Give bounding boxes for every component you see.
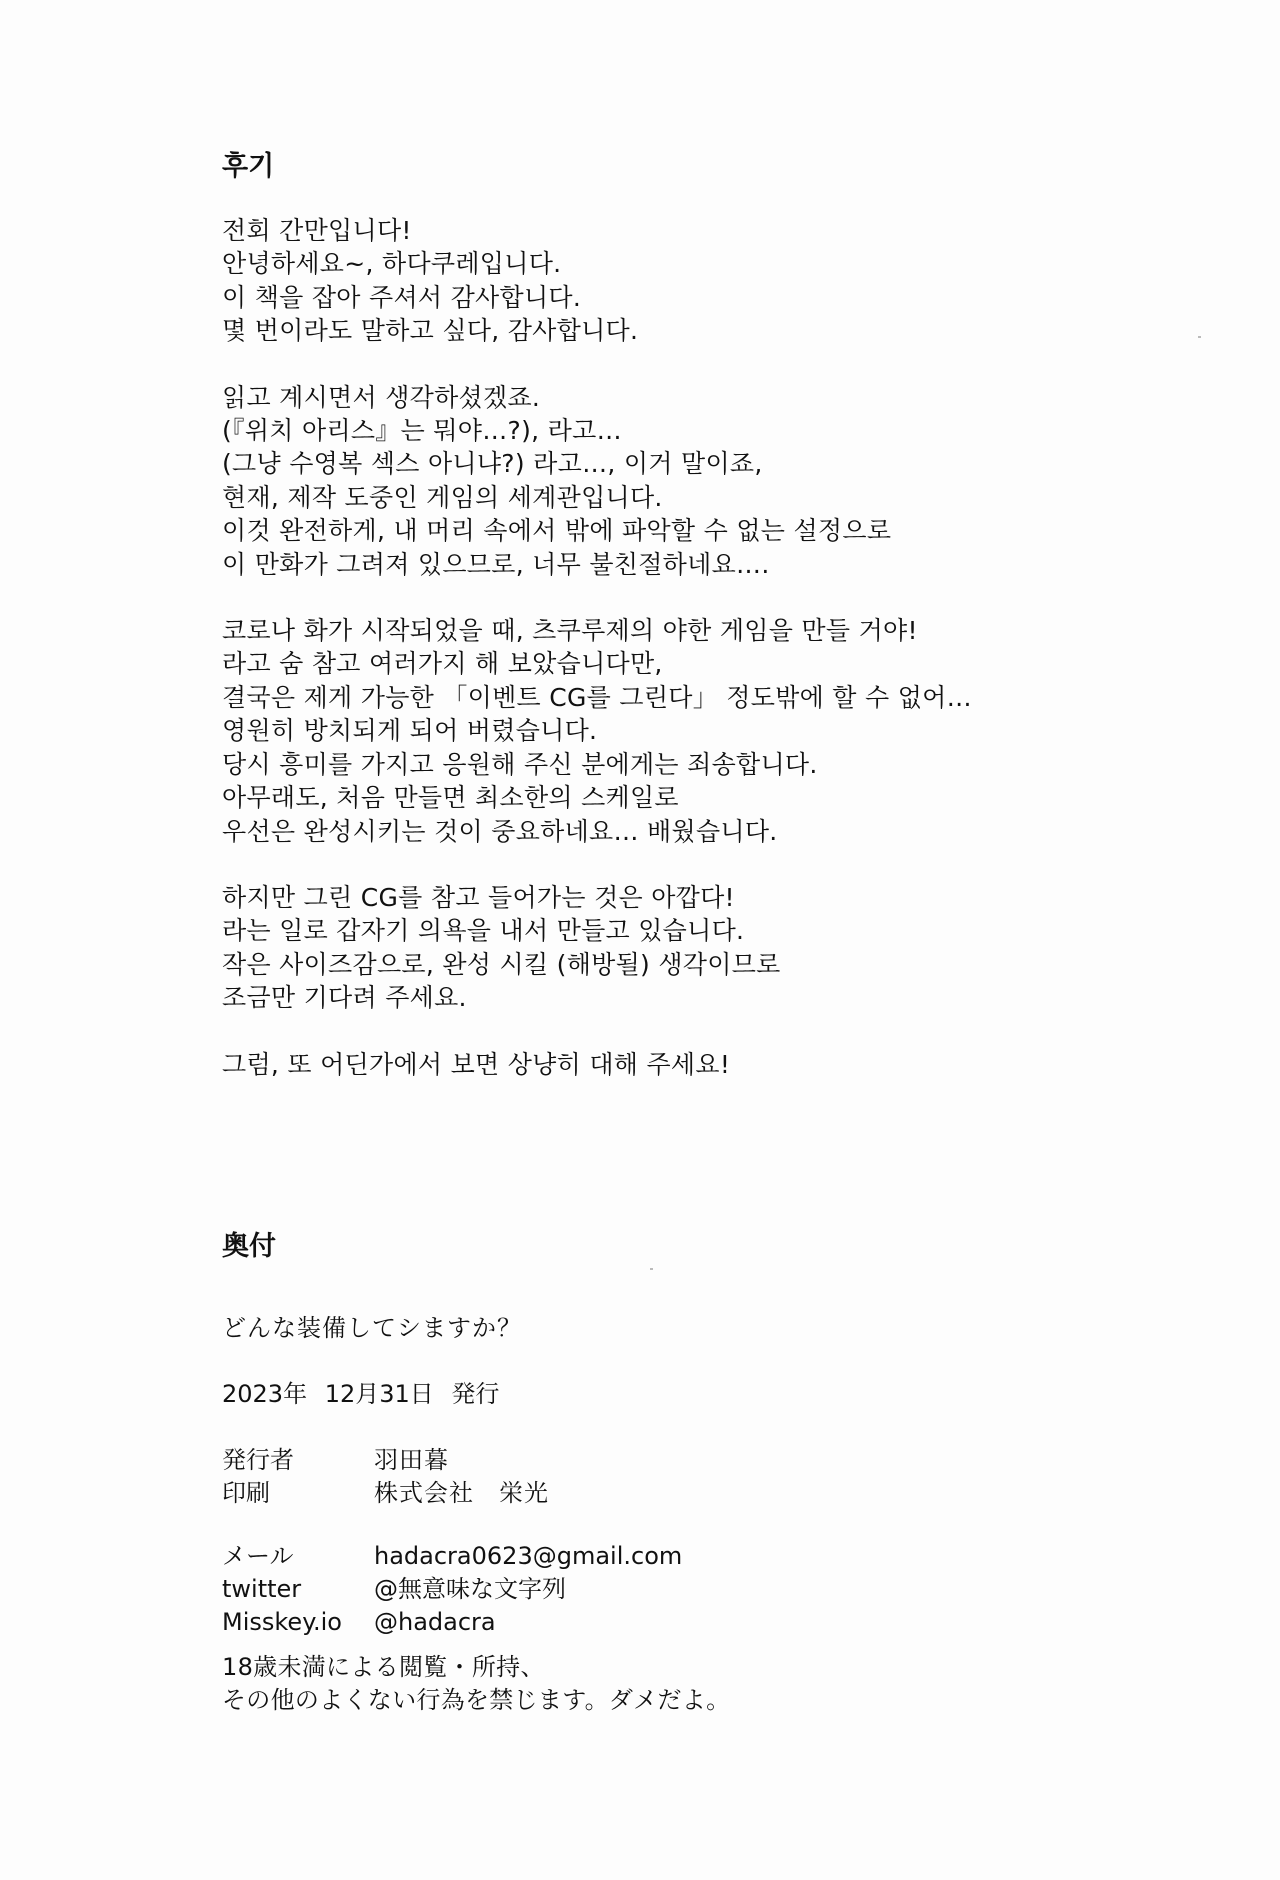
text-line: 결국은 제게 가능한 「이벤트 CG를 그린다」 정도밖에 할 수 없어… bbox=[222, 682, 972, 712]
paper-speck bbox=[1198, 336, 1201, 338]
contact-row-misskey bbox=[222, 1606, 1222, 1639]
text-line: 전회 간만입니다! bbox=[222, 216, 412, 245]
notice-line: 18歳未満による閲覧・所持、 bbox=[222, 1653, 545, 1681]
info-key: 発行者 bbox=[222, 1446, 294, 1474]
text-line: 당시 흥미를 가지고 응원해 주신 분에게는 죄송합니다. bbox=[222, 749, 818, 779]
notice-line: その他のよくない行為を禁じます。ダメだよ。 bbox=[222, 1686, 731, 1714]
paragraph bbox=[222, 614, 1222, 848]
text-line: 이 만화가 그려져 있으므로, 너무 불친절하네요…. bbox=[222, 549, 770, 579]
contact-key: twitter bbox=[222, 1575, 302, 1603]
text-line: 라는 일로 갑자기 의욕을 내서 만들고 있습니다. bbox=[222, 916, 745, 946]
paragraph bbox=[222, 214, 1222, 348]
paper-speck bbox=[650, 1268, 653, 1270]
paragraph bbox=[222, 881, 1222, 1015]
contact-row-twitter bbox=[222, 1573, 1222, 1606]
info-row-publisher bbox=[222, 1444, 1222, 1477]
text-line: 작은 사이즈감으로, 완성 시킬 (해방될) 생각이므로 bbox=[222, 949, 781, 979]
text-line: 영원히 방치되게 되어 버렸습니다. bbox=[222, 716, 598, 746]
info-value: 羽田暮 bbox=[374, 1446, 449, 1474]
afterword-section bbox=[222, 148, 1222, 1114]
contact-row-mail bbox=[222, 1540, 1222, 1573]
text-line: 코로나 화가 시작되었을 때, 츠쿠루제의 야한 게임을 만들 거야! bbox=[222, 616, 918, 646]
text-line: 그럼, 또 어딘가에서 보면 상냥히 대해 주세요! bbox=[222, 1049, 731, 1079]
text-line: 이것 완전하게, 내 머리 속에서 밖에 파악할 수 없는 설정으로 bbox=[222, 516, 892, 546]
info-value: 株式会社 栄光 bbox=[374, 1479, 549, 1507]
text-line: (그냥 수영복 섹스 아니냐?) 라고…, 이거 말이죠, bbox=[222, 449, 763, 479]
afterword-heading: 후기 bbox=[222, 151, 275, 182]
text-line: 안녕하세요~, 하다쿠레입니다. bbox=[222, 249, 562, 279]
colophon-heading: 奥付 bbox=[222, 1231, 276, 1262]
paragraph bbox=[222, 381, 1222, 581]
text-line: 이 책을 잡아 주셔서 감사합니다. bbox=[222, 282, 582, 312]
book-title: どんな装備してシますか？ bbox=[222, 1314, 522, 1342]
info-row-printer bbox=[222, 1477, 1222, 1510]
text-line: 몇 번이라도 말하고 싶다, 감사합니다. bbox=[222, 316, 639, 346]
publication-date: 2023年 12月31日 発行 bbox=[222, 1380, 500, 1408]
contact-info bbox=[222, 1540, 1222, 1639]
text-line: 조금만 기다려 주세요. bbox=[222, 983, 467, 1013]
publisher-info bbox=[222, 1444, 1222, 1510]
contact-value: hadacra0623@gmail.com bbox=[374, 1542, 683, 1570]
text-line: 라고 숨 참고 여러가지 해 보았습니다만, bbox=[222, 649, 663, 679]
paragraph bbox=[222, 1048, 1222, 1081]
contact-value: @無意味な文字列 bbox=[374, 1575, 566, 1603]
text-line: 아무래도, 처음 만들면 최소한의 스케일로 bbox=[222, 783, 679, 813]
text-line: 현재, 제작 도중인 게임의 세계관입니다. bbox=[222, 482, 663, 512]
text-line: 하지만 그린 CG를 참고 들어가는 것은 아깝다! bbox=[222, 882, 735, 912]
age-restriction-notice bbox=[222, 1651, 1222, 1717]
text-line: 우선은 완성시키는 것이 중요하네요… 배웠습니다. bbox=[222, 816, 778, 846]
text-line: (『위치 아리스』는 뭐야…?), 라고… bbox=[222, 416, 622, 446]
colophon-section bbox=[222, 1228, 1222, 1717]
info-key: 印刷 bbox=[222, 1479, 270, 1507]
text-line: 읽고 계시면서 생각하셨겠죠. bbox=[222, 382, 541, 412]
contact-key: Misskey.io bbox=[222, 1608, 342, 1636]
contact-value: @hadacra bbox=[374, 1608, 496, 1636]
contact-key: メール bbox=[222, 1542, 294, 1570]
